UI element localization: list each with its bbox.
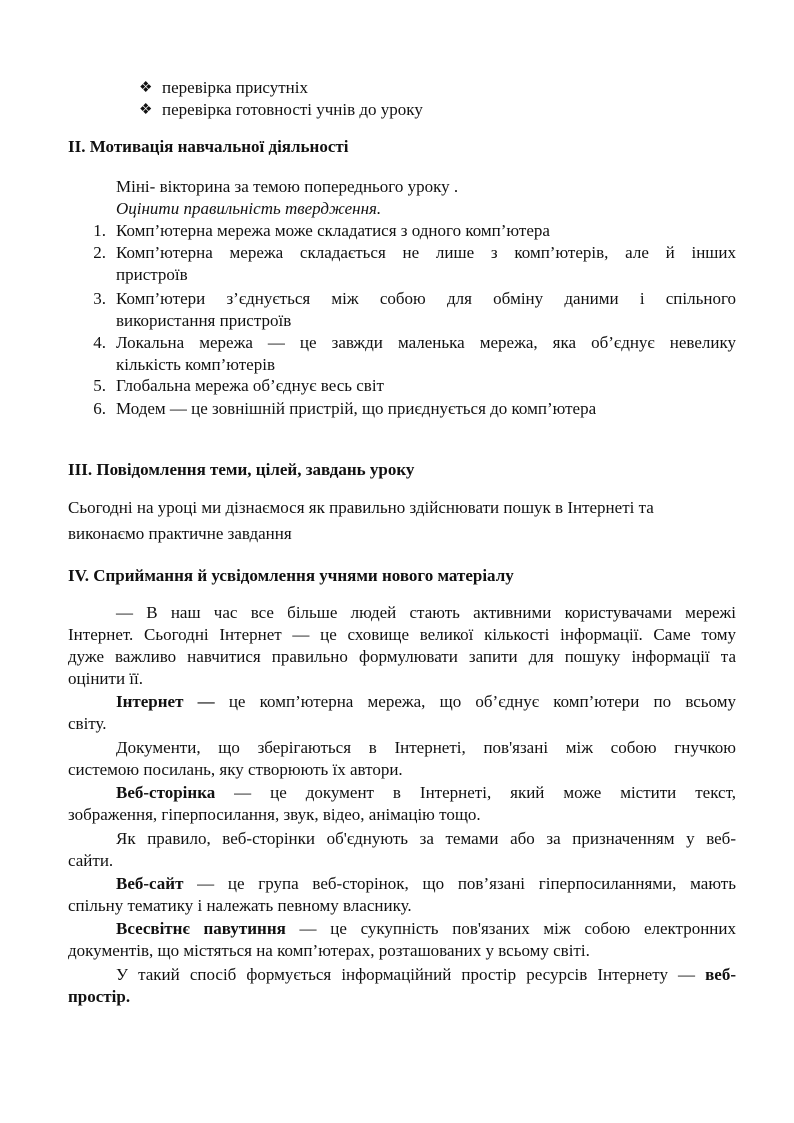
paragraph-text: У такий спосіб формується інформаційний простір ресурсів Інтернету — [116, 965, 696, 984]
term-internet: Інтернет — [116, 692, 215, 711]
paragraph-line [116, 782, 736, 804]
list-number: 2. [93, 243, 106, 262]
paragraph-line: спільну тематику і належать певному власнику. [68, 896, 412, 915]
section-heading-motivation: ІІ. Мотивація навчальної діяльності [68, 137, 349, 156]
paragraph-line [116, 918, 736, 940]
definition-text: це комп’ютерна мережа, що об’єднує комп’ютери по всьому [214, 692, 736, 711]
list-number: 4. [93, 333, 106, 352]
paragraph-line: оцінити її. [68, 669, 143, 688]
paragraph-line: системою посилань, яку створюють їх автори. [68, 760, 403, 779]
quiz-intro: Міні- вікторина за темою попереднього уроку . [116, 177, 459, 196]
paragraph-line: Інтернет. Сьогодні Інтернет — це сховище великої кількості інформації. Саме тому [68, 625, 736, 644]
bullet-item: перевірка присутніх [162, 78, 309, 97]
definition-text: — це група веб-сторінок, що пов’язані гіперпосиланнями, мають [183, 874, 736, 893]
paragraph-line: Як правило, веб-сторінки об'єднують за темами або за призначенням у веб- [116, 829, 736, 848]
list-item-continuation: пристроїв [116, 265, 188, 284]
list-number: 3. [93, 289, 106, 308]
section-heading-new-material: IV. Сприймання й усвідомлення учнями нового матеріалу [68, 566, 514, 585]
list-item: Глобальна мережа об’єднує весь світ [116, 376, 384, 395]
list-number: 5. [93, 376, 106, 395]
paragraph-line [116, 964, 736, 986]
paragraph-line: дуже важливо навчитися правильно формулювати запити для пошуку інформації та [68, 647, 736, 666]
paragraph-line: Сьогодні на уроці ми дізнаємося як правильно здійснювати пошук в Інтернеті та [68, 498, 654, 517]
list-number: 1. [93, 221, 106, 240]
paragraph-line: — В наш час все більше людей стають активними користувачами мережі [116, 603, 736, 622]
paragraph-line [116, 691, 736, 713]
paragraph-line: виконаємо практичне завдання [68, 524, 292, 543]
paragraph-line: документів, що містяться на комп’ютерах, розташованих у всьому світі. [68, 941, 590, 960]
list-item-continuation: кількість комп’ютерів [116, 355, 275, 374]
list-item: Модем — це зовнішній пристрій, що приєднується до комп’ютера [116, 399, 597, 418]
term-web-space-continuation: простір. [68, 987, 131, 1006]
term-web-page: Веб-сторінка [116, 783, 216, 802]
definition-text: — це сукупність пов'язаних між собою електронних [285, 919, 736, 938]
section-heading-topic: ІІІ. Повідомлення теми, цілей, завдань уроку [68, 460, 415, 479]
list-item: Локальна мережа — це завжди маленька мережа, яка об’єднує невелику [116, 333, 736, 352]
term-web-space: веб- [695, 965, 736, 984]
list-item: Комп’ютери з’єднується між собою для обміну даними і спільного [116, 289, 736, 308]
paragraph-line: сайти. [68, 851, 114, 870]
bullet-item: перевірка готовності учнів до уроку [162, 100, 423, 119]
quiz-instruction: Оцінити правильність твердження. [116, 199, 382, 218]
list-item: Комп’ютерна мережа складається не лише з комп’ютерів, але й інших [116, 243, 736, 262]
term-world-wide-web: Всесвітнє павутиння [116, 919, 286, 938]
paragraph-line: зображення, гіперпосилання, звук, відео, анімацію тощо. [68, 805, 481, 824]
list-item: Комп’ютерна мережа може складатися з одного комп’ютера [116, 221, 550, 240]
paragraph-line: світу. [68, 714, 107, 733]
diamond-bullet-icon: ❖ [139, 80, 153, 96]
paragraph-line: Документи, що зберігаються в Інтернеті, пов'язані між собою гнучкою [116, 738, 736, 757]
paragraph-line [116, 873, 736, 895]
definition-text: — це документ в Інтернеті, який може містити текст, [215, 783, 736, 802]
diamond-bullet-icon: ❖ [139, 102, 153, 118]
term-web-site: Веб-сайт [116, 874, 184, 893]
list-item-continuation: використання пристроїв [116, 311, 292, 330]
list-number: 6. [93, 399, 106, 418]
